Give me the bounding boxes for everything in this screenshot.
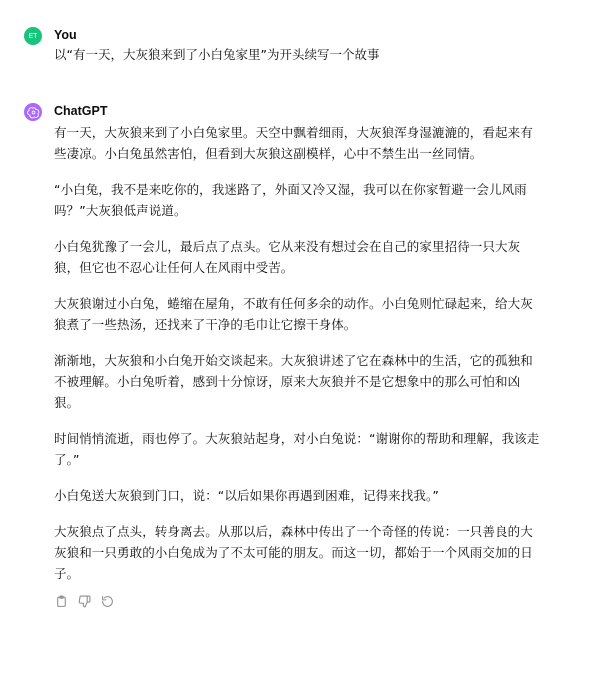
regenerate-icon: [101, 595, 114, 608]
story-paragraph: “小白兔，我不是来吃你的，我迷路了，外面又冷又湿，我可以在你家暂避一会儿风雨吗？”大灰狼低声说道。: [54, 182, 527, 218]
regenerate-button[interactable]: [100, 594, 114, 608]
user-message-text: 以“有一天，大灰狼来到了小白兔家里”为开头续写一个故事: [54, 47, 380, 62]
assistant-author-name: ChatGPT: [54, 104, 108, 118]
thumbs-down-icon: [78, 595, 91, 608]
thumbs-down-button[interactable]: [77, 594, 91, 608]
story-paragraph: 渐渐地，大灰狼和小白兔开始交谈起来。大灰狼讲述了它在森林中的生活，它的孤独和不被理解。小白兔听着，感到十分惊讶，原来大灰狼并不是它想象中的那么可怕和凶狠。: [54, 353, 533, 410]
copy-button[interactable]: [54, 594, 68, 608]
user-avatar: [24, 27, 42, 45]
story-paragraph: 有一天，大灰狼来到了小白兔家里。天空中飘着细雨，大灰狼浑身湿漉漉的，看起来有些凄凉。小白兔虽然害怕，但看到大灰狼这副模样，心中不禁生出一丝同情。: [54, 125, 533, 161]
assistant-message-body: [54, 122, 544, 608]
story-paragraph: 小白兔犹豫了一会儿，最后点了点头。它从来没有想过会在自己的家里招待一只大灰狼，但它也不忍心让任何人在风雨中受苦。: [54, 239, 521, 275]
chatgpt-logo-icon: [24, 103, 42, 121]
story-paragraph: 大灰狼点了点头，转身离去。从那以后，森林中传出了一个奇怪的传说：一只善良的大灰狼和一只勇敢的小白兔成为了不太可能的朋友。而这一切，都始于一个风雨交加的日子。: [54, 524, 533, 581]
clipboard-icon: [55, 595, 68, 608]
user-avatar-initials: ET: [28, 32, 38, 40]
message-actions: [54, 594, 544, 608]
story-paragraph: 时间悄悄流逝，雨也停了。大灰狼站起身，对小白兔说：“谢谢你的帮助和理解，我该走了。”: [54, 431, 540, 467]
story-paragraph: 小白兔送大灰狼到门口，说：“以后如果你再遇到困难，记得来找我。”: [54, 488, 439, 503]
user-author-name: You: [54, 28, 77, 42]
story-paragraph: 大灰狼谢过小白兔，蜷缩在屋角，不敢有任何多余的动作。小白兔则忙碌起来，给大灰狼煮了一些热汤，还找来了干净的毛巾让它擦干身体。: [54, 296, 533, 332]
